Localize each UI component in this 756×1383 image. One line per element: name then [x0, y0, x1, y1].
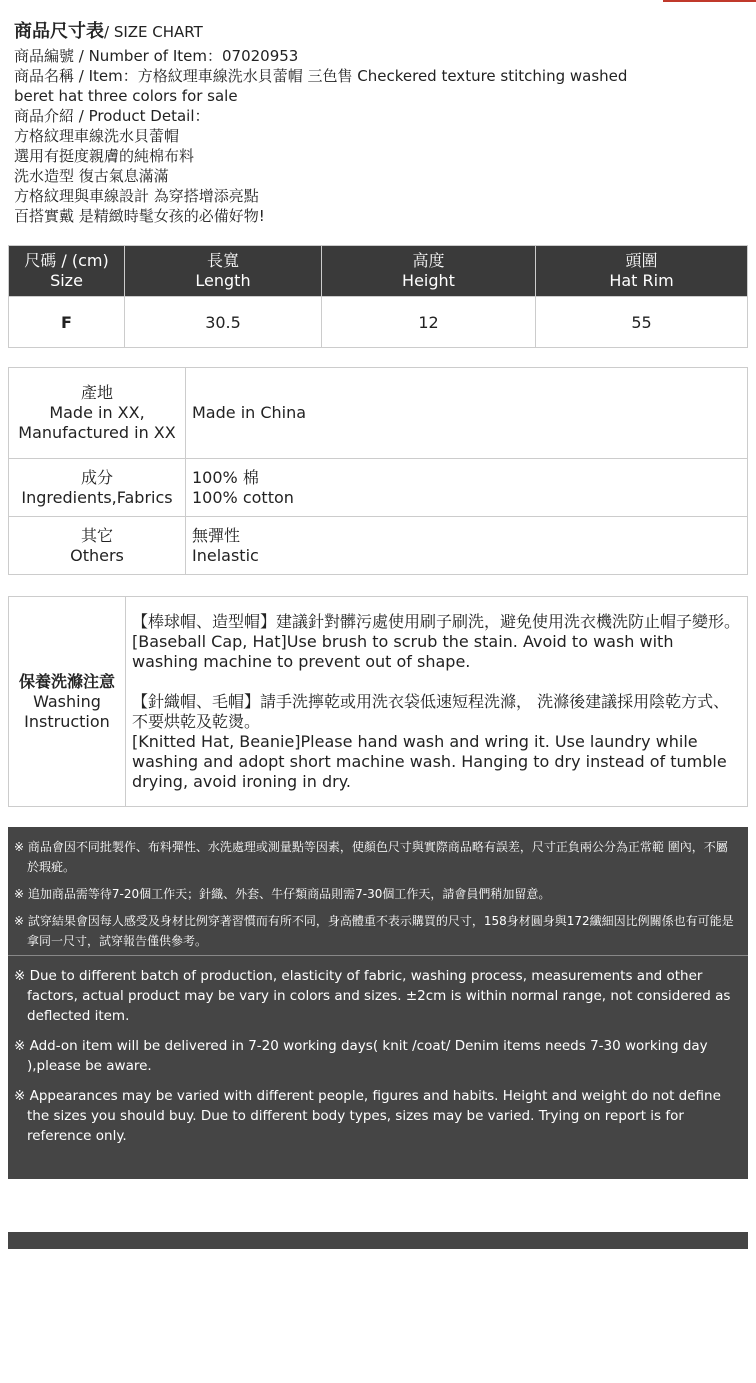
detail-line: 洗水造型 復古氣息滿滿 [14, 167, 169, 185]
table-row [9, 297, 748, 348]
page-title [14, 20, 744, 44]
spec-table [8, 367, 748, 575]
item-name-cont: beret hat three colors for sale [14, 87, 238, 105]
col-height-zh: 高度 [412, 251, 445, 270]
product-detail-label: 商品介紹 / Product Detail： [14, 107, 210, 125]
size-chart-header [14, 20, 744, 226]
col-size [9, 246, 125, 297]
washing-baseball-zh: 【棒球帽、造型帽】建議針對髒污處使用刷子刷洗，避免使用洗衣機洗防止帽子變形。 [132, 611, 741, 631]
note-en-item: ※ Due to different batch of production, elasticity of fabric, washing process, measurements and other factors, actual product may be vary in colors and sizes. ±2cm is within normal range, not considered as deflected item. [14, 968, 731, 1024]
others-label-en: Others [70, 545, 124, 565]
washing-instructions [126, 597, 748, 807]
detail-line: 百搭實戴 是精緻時髦女孩的必備好物! [14, 207, 265, 225]
cell-length: 30.5 [125, 297, 322, 348]
washing-label-zh: 保養洗滌注意 [18, 671, 115, 691]
title-en: / SIZE CHART [104, 23, 203, 41]
ingredients-label-zh: 成分 [80, 467, 113, 487]
others-label [9, 517, 186, 575]
ingredients-label [9, 459, 186, 517]
notes-en [8, 956, 748, 1146]
washing-label [9, 597, 126, 807]
item-name: 商品名稱 / Item：方格紋理車線洗水貝蕾帽 三色售 Checkered texture stitching washed [14, 67, 628, 85]
origin-value: Made in China [186, 368, 748, 459]
washing-baseball-en: [Baseball Cap, Hat]Use brush to scrub the stain. Avoid to wash with washing machine to prevent out of shape. [132, 631, 674, 671]
size-table [8, 245, 748, 348]
item-number: 商品編號 / Number of Item：07020953 [14, 47, 299, 65]
cell-hat-rim: 55 [536, 297, 748, 348]
washing-knitted-en: [Knitted Hat, Beanie]Please hand wash and wring it. Use laundry while washing and adopt short machine wash. Hanging to dry instead of tumble drying, avoid ironing in dry. [132, 731, 727, 791]
others-value [186, 517, 748, 575]
top-accent-line [663, 0, 756, 2]
bottom-bar [8, 1232, 748, 1249]
note-en-item: ※ Appearances may be varied with different people, figures and habits. Height and weight do not define the sizes you should buy. Due to different body types, sizes may be varied. Trying on report is for reference only. [14, 1088, 721, 1144]
col-hat-rim-zh: 頭圍 [625, 251, 658, 270]
note-zh-item: ※ 商品會因不同批製作、布料彈性、水洗處理或測量點等因素，使顏色尺寸與實際商品略有誤差，尺寸正負兩公分為正常範 圍內，不屬於瑕疵。 [14, 840, 728, 874]
title-zh: 商品尺寸表 [14, 21, 104, 42]
col-height-en: Height [402, 271, 455, 290]
col-size-en: Size [50, 271, 83, 290]
detail-line: 方格紋理與車線設計 為穿搭增添亮點 [14, 187, 259, 205]
detail-line: 方格紋理車線洗水貝蕾帽 [14, 127, 180, 145]
detail-line: 選用有挺度親膚的純棉布料 [14, 147, 195, 165]
washing-label-en: Washing Instruction [24, 691, 110, 731]
size-table-header-row [9, 246, 748, 297]
notes-panel [8, 827, 748, 1179]
others-row [9, 517, 748, 575]
col-hat-rim-en: Hat Rim [609, 271, 674, 290]
note-zh-item: ※ 試穿結果會因每人感受及身材比例穿著習慣而有所不同，身高體重不表示購買的尺寸，158身材圓身與172纖細因比例關係也有可能是拿同一尺寸，試穿報告僅供參考。 [14, 914, 734, 948]
origin-label-en: Made in XX, Manufactured in XX [18, 403, 176, 442]
ingredients-value-en: 100% cotton [192, 487, 294, 507]
col-length [125, 246, 322, 297]
others-label-zh: 其它 [80, 525, 113, 545]
col-size-zh: 尺碼 / (cm) [24, 251, 109, 270]
origin-label-zh: 產地 [80, 383, 113, 402]
product-info [14, 46, 744, 226]
note-en-item: ※ Add-on item will be delivered in 7-20 working days( knit /coat/ Denim items needs 7-30 working day ),please be aware. [14, 1038, 708, 1074]
ingredients-label-en: Ingredients,Fabrics [21, 487, 173, 507]
note-zh-item: ※ 追加商品需等待7-20個工作天；針織、外套、牛仔類商品則需7-30個工作天，請會員們稍加留意。 [14, 887, 551, 901]
col-hat-rim [536, 246, 748, 297]
others-value-zh: 無彈性 [192, 525, 241, 545]
col-length-zh: 長寬 [206, 251, 239, 270]
ingredients-value-zh: 100% 棉 [192, 467, 259, 487]
origin-row [9, 368, 748, 459]
cell-size: F [9, 297, 125, 348]
washing-row [9, 597, 748, 807]
washing-table [8, 596, 748, 807]
others-value-en: Inelastic [192, 545, 259, 565]
paragraph-gap [132, 672, 741, 692]
origin-label [9, 368, 186, 459]
col-height [322, 246, 536, 297]
cell-height: 12 [322, 297, 536, 348]
ingredients-row [9, 459, 748, 517]
notes-zh [8, 827, 748, 955]
col-length-en: Length [195, 271, 251, 290]
ingredients-value [186, 459, 748, 517]
washing-knitted-zh: 【針織帽、毛帽】請手洗擰乾或用洗衣袋低速短程洗滌， 洗滌後建議採用陰乾方式、不要烘乾及乾燙。 [132, 691, 730, 731]
